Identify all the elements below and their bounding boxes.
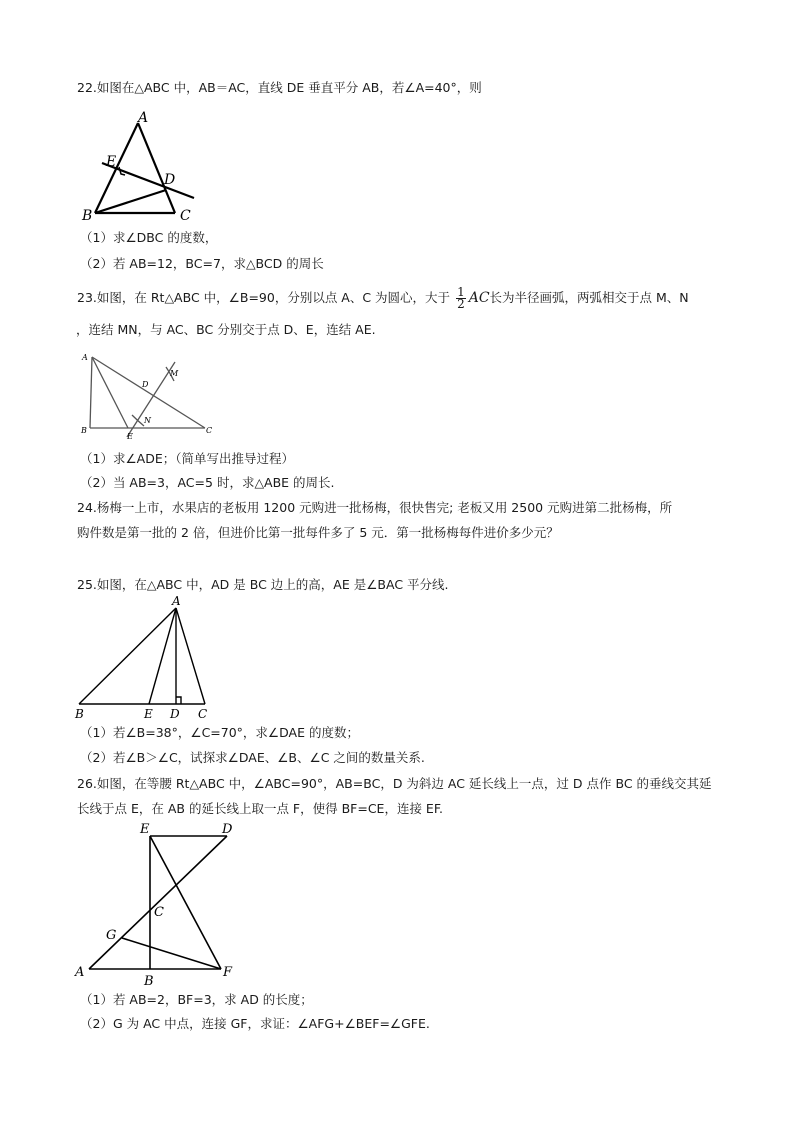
q23-label-A: A xyxy=(82,353,88,362)
q25-side-AB xyxy=(79,608,176,704)
q26-line1: 26.如图，在等腰 Rt△ABC 中，∠ABC=90°，AB=BC，D 为斜边 AC 延长线上一点，过 D 点作 BC 的垂线交其延 xyxy=(77,776,712,791)
q23-part2: （2）当 AB=3，AC=5 时，求△ABE 的周长. xyxy=(80,475,335,490)
q26-label-C: C xyxy=(154,905,164,920)
q23-label-C: C xyxy=(206,426,213,435)
q22-figure xyxy=(76,110,202,226)
q23-stem-line2: ，连结 MN，与 AC、BC 分别交于点 D、E，连结 AE. xyxy=(76,322,376,337)
q25-figure xyxy=(74,593,218,723)
q26-part2: （2）G 为 AC 中点，连接 GF，求证：∠AFG+∠BEF=∠GFE. xyxy=(80,1016,430,1031)
q26-label-A: A xyxy=(75,965,85,980)
q23-frac-den: 2 xyxy=(457,297,465,311)
q23-stem-a: 23.如图，在 Rt△ABC 中，∠B=90，分别以点 A、C 为圆心，大于 xyxy=(77,290,451,305)
q23-label-M: M xyxy=(170,369,179,378)
q22-label-E: E xyxy=(106,154,117,170)
q25-label-B: B xyxy=(75,707,84,721)
q22-stem: 22.如图在△ABC 中，AB＝AC，直线 DE 垂直平分 AB，若∠A=40°，则 xyxy=(77,80,482,95)
q23-stem-line1 xyxy=(77,287,689,310)
q26-line2: 长线于点 E，在 AB 的延长线上取一点 F，使得 BF=CE，连接 EF. xyxy=(77,801,443,816)
q25-label-A: A xyxy=(172,594,181,608)
q26-label-G: G xyxy=(106,928,117,943)
q24-line1: 24.杨梅一上市，水果店的老板用 1200 元购进一批杨梅，很快售完; 老板又用 2500 元购进第二批杨梅，所 xyxy=(77,500,673,515)
q23-fraction xyxy=(456,287,466,310)
q23-arc-N xyxy=(132,415,144,426)
q25-part2: （2）若∠B＞∠C，试探求∠DAE、∠B、∠C 之间的数量关系. xyxy=(80,750,425,765)
q26-label-D: D xyxy=(222,822,233,837)
q23-line-MN xyxy=(127,362,175,437)
q22-label-D: D xyxy=(164,172,176,188)
q26-label-E: E xyxy=(140,822,150,837)
q25-label-C: C xyxy=(198,707,208,721)
q25-stem: 25.如图，在△ABC 中，AD 是 BC 边上的高，AE 是∠BAC 平分线. xyxy=(77,577,449,592)
q22-label-A: A xyxy=(138,110,149,126)
q23-frac-var: AC xyxy=(468,290,490,306)
q25-label-D: D xyxy=(170,707,180,721)
q25-label-E: E xyxy=(144,707,153,721)
q23-label-D: D xyxy=(142,380,149,389)
q23-label-E: E xyxy=(127,432,133,441)
q22-part1: （1）求∠DBC 的度数， xyxy=(80,230,218,245)
q22-segment-BD xyxy=(95,190,166,213)
q26-figure xyxy=(72,818,242,988)
q23-frac-num: 1 xyxy=(457,285,465,299)
q23-part1: （1）求∠ADE；（简单写出推导过程） xyxy=(80,451,294,466)
q25-right-angle-mark xyxy=(176,697,181,704)
q22-side-AC xyxy=(138,123,175,213)
q23-stem-b: 长为半径画弧，两弧相交于点 M、N xyxy=(489,290,689,305)
q26-label-B: B xyxy=(144,974,154,988)
q25-side-AC xyxy=(176,608,205,704)
q22-label-B: B xyxy=(82,208,93,224)
q22-part2: （2）若 AB=12，BC=7，求△BCD 的周长 xyxy=(80,256,324,271)
q26-segment-EF xyxy=(150,836,221,969)
q25-part1: （1）若∠B=38°，∠C=70°，求∠DAE 的度数； xyxy=(80,725,359,740)
q23-label-N: N xyxy=(144,416,151,425)
q26-label-F: F xyxy=(223,965,233,980)
q23-side-AB xyxy=(90,357,92,428)
q23-figure xyxy=(80,347,220,441)
q24-line2: 购件数是第一批的 2 倍，但进价比第一批每件多了 5 元．第一批杨梅每件进价多少元？ xyxy=(77,525,559,540)
q25-segment-AE xyxy=(149,608,176,704)
q26-part1: （1）若 AB=2，BF=3，求 AD 的长度； xyxy=(80,992,313,1007)
q22-label-C: C xyxy=(180,208,191,224)
q23-label-B: B xyxy=(81,426,87,435)
